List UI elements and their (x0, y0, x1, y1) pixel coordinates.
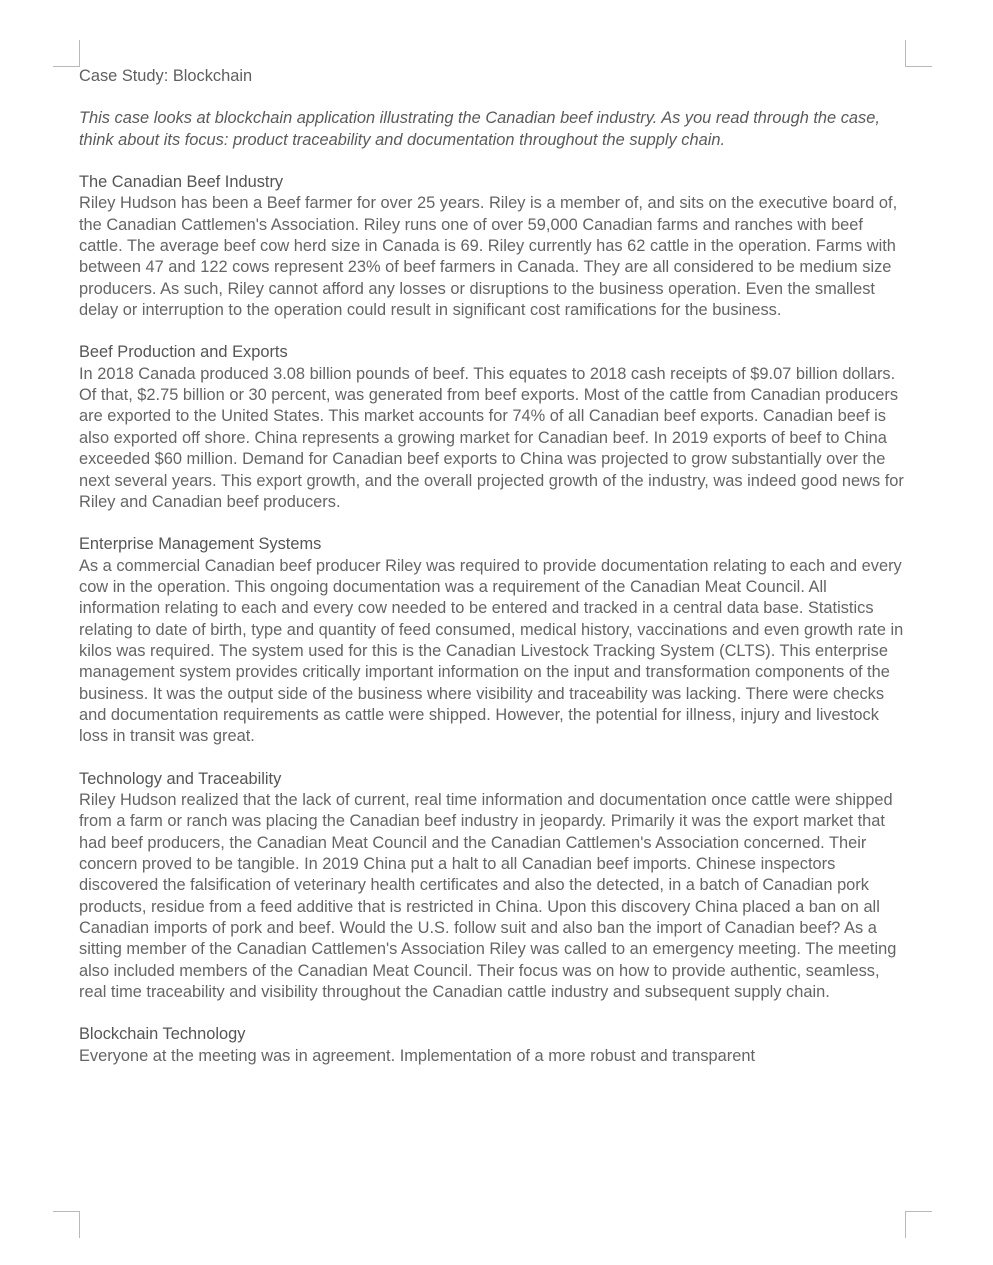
section-body: Riley Hudson has been a Beef farmer for over 25 years. Riley is a member of, and sits on the executive board of, the Canadian Cattlemen's Association. Riley runs one of over 59,000 Canadian farms and ranches with beef cattle. The average beef cow herd size in Canada is 69. Riley currently has 62 cattle in the operation. Farms with between 47 and 122 cows represent 23% of beef farmers in Canada. They are all considered to be medium size producers. As such, Riley cannot afford any losses or disruptions to the business operation. Even the smallest delay or interruption to the operation could result in significant cost ramifications for the business. (79, 194, 898, 320)
crop-mark-bottom-left (53, 1211, 80, 1238)
section-body: Everyone at the meeting was in agreement. Implementation of a more robust and transparent (79, 1046, 756, 1065)
crop-mark-bottom-right (905, 1211, 932, 1238)
intro-paragraph: This case looks at blockchain application illustrating the Canadian beef industry. As you read through the case, think about its focus: product traceability and documentation throughout the supply chain. (79, 109, 880, 149)
document-body (79, 66, 911, 1067)
section-technology-traceability (79, 769, 911, 1004)
crop-mark-top-left (53, 40, 80, 67)
section-blockchain-technology (79, 1024, 911, 1067)
section-canadian-beef-industry (79, 172, 911, 321)
document-title: Case Study: Blockchain (79, 67, 253, 85)
section-body: In 2018 Canada produced 3.08 billion pounds of beef. This equates to 2018 cash receipts of $9.07 billion dollars. Of that, $2.75 billion or 30 percent, was generated from beef exports. Most of the cattle from Canadian producers are exported to the United States. This market accounts for 74% of all Canadian beef exports. Canadian beef is also exported off shore. China represents a growing market for Canadian beef. In 2019 exports of beef to China exceeded $60 million. Demand for Canadian beef exports to China was projected to grow substantially over the next several years. This export growth, and the overall projected growth of the industry, was indeed good news for Riley and Canadian beef producers. (79, 364, 904, 511)
section-enterprise-management-systems (79, 534, 911, 747)
section-heading: Technology and Traceability (79, 769, 282, 788)
section-heading: Beef Production and Exports (79, 343, 288, 362)
section-heading: The Canadian Beef Industry (79, 173, 284, 192)
crop-mark-top-right (905, 40, 932, 67)
section-heading: Enterprise Management Systems (79, 535, 322, 554)
section-body: Riley Hudson realized that the lack of current, real time information and documentation once cattle were shipped from a farm or ranch was placing the Canadian beef industry in jeopardy. Primarily it was the export market that had beef producers, the Canadian Meat Council and the Canadian Cattlemen's Association concerned. Their concern proved to be tangible. In 2019 China put a halt to all Canadian beef imports. Chinese inspectors discovered the falsification of veterinary health certificates and also the detected, in a batch of Canadian pork products, residue from a feed additive that is restricted in China. Upon this discovery China placed a ban on all Canadian imports of pork and beef. Would the U.S. follow suit and also ban the import of Canadian beef? As a sitting member of the Canadian Cattlemen's Association Riley was called to an emergency meeting. The meeting also included members of the Canadian Meat Council. Their focus was on how to provide authentic, seamless, real time traceability and visibility throughout the Canadian cattle industry and subsequent supply chain. (79, 790, 897, 1002)
section-heading: Blockchain Technology (79, 1025, 246, 1044)
section-beef-production-exports (79, 342, 911, 513)
section-body: As a commercial Canadian beef producer Riley was required to provide documentation relating to each and every cow in the operation. This ongoing documentation was a requirement of the Canadian Meat Council. All information relating to each and every cow needed to be entered and tracked in a central data base. Statistics relating to date of birth, type and quantity of feed consumed, medical history, vaccinations and even growth rate in kilos was required. The system used for this is the Canadian Livestock Tracking System (CLTS). This enterprise management system provides critically important information on the input and transformation components of the business. It was the output side of the business where visibility and traceability was lacking. There were checks and documentation requirements as cattle were shipped. However, the potential for illness, injury and livestock loss in transit was great. (79, 556, 904, 746)
